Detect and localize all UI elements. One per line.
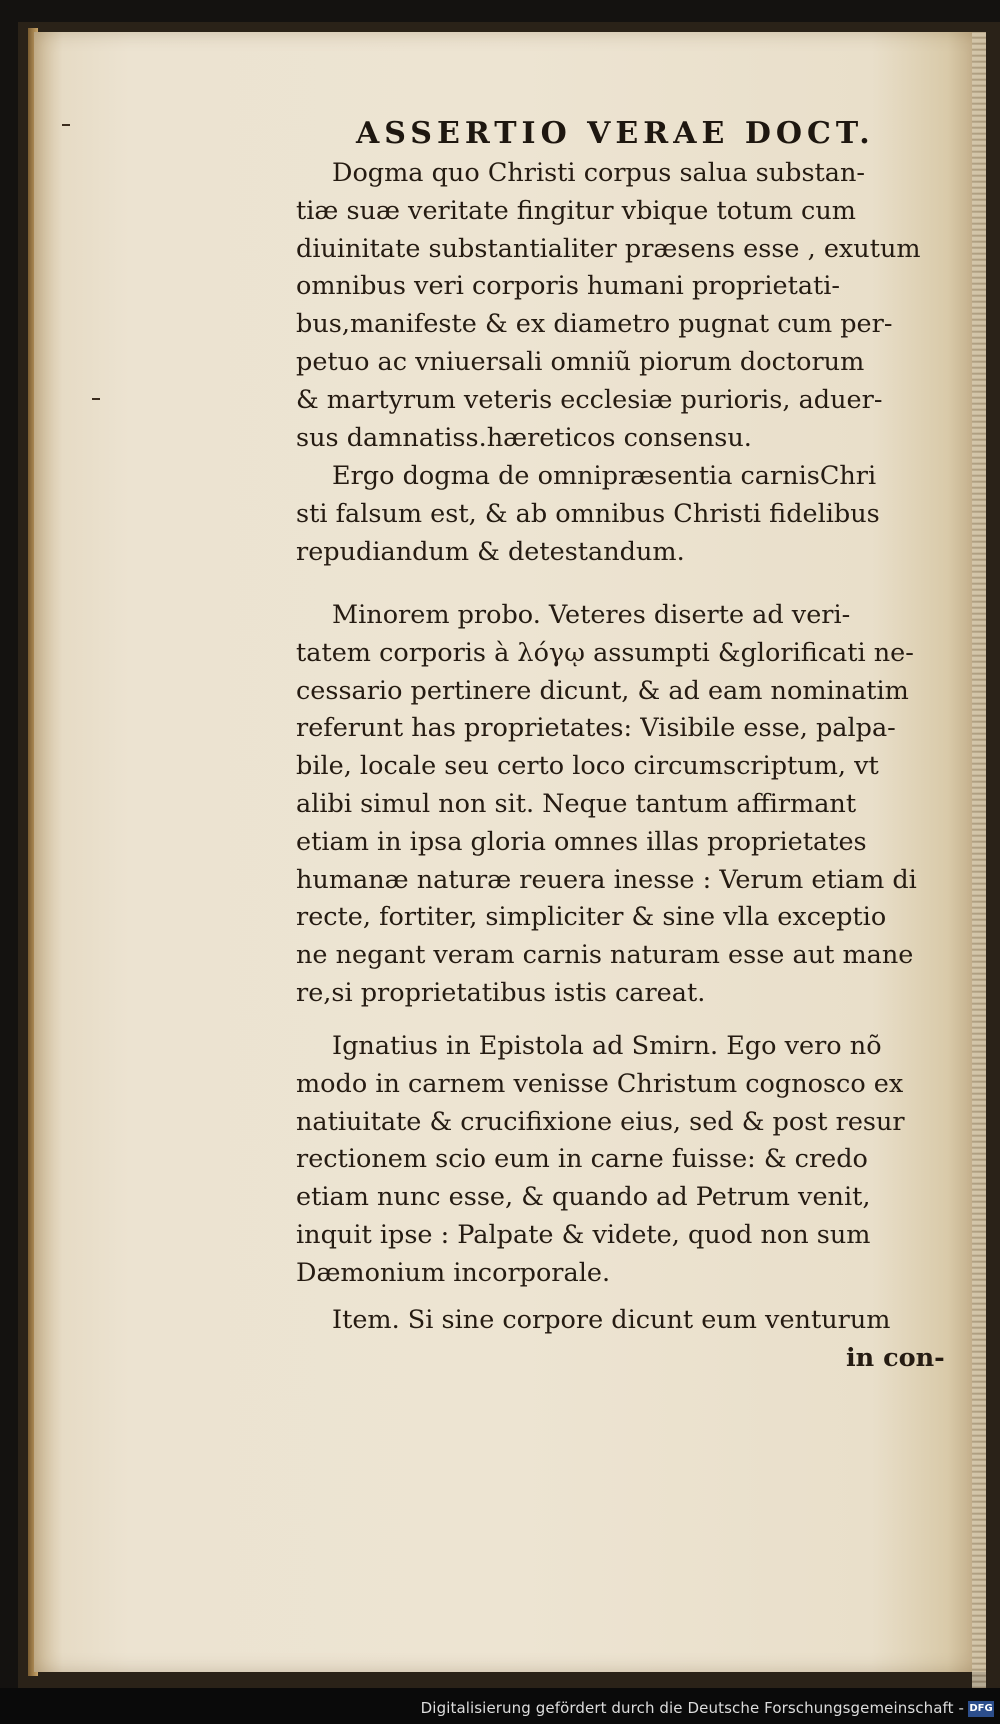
text-line: Item. Si sine corpore dicunt eum venturum [332, 1305, 891, 1335]
margin-mark [92, 398, 100, 400]
text-line: cessario pertinere dicunt, & ad eam nominatim [296, 675, 909, 706]
text-line: bile, locale seu certo loco circumscriptum, vt [296, 751, 879, 782]
paragraph-1 [296, 155, 968, 457]
text-line: sus damnatiss.hæreticos consensu. [296, 422, 752, 453]
text-line: etiam in ipsa gloria omnes illas proprietates [296, 826, 867, 857]
text-line: inquit ipse : Palpate & videte, quod non sum [296, 1219, 871, 1250]
text-line: repudiandum & detestandum. [296, 536, 685, 567]
paragraph-3 [296, 597, 968, 1013]
text-line: natiuitate & crucifixione eius, sed & post resur [296, 1106, 905, 1137]
text-line: tiæ suæ veritate fingitur vbique totum cum [296, 195, 856, 226]
text-line: Ergo dogma de omnipræsentia carnisChri [332, 461, 877, 491]
text-line: referunt has proprietates: Visibile esse, palpa- [296, 713, 896, 744]
text-line: modo in carnem venisse Christum cognosco ex [296, 1068, 904, 1099]
text-line: alibi simul non sit. Neque tantum affirmant [296, 788, 857, 819]
page-fore-edge [972, 32, 986, 1722]
dfg-logo: DFG [968, 1701, 994, 1717]
text-line: Ignatius in Epistola ad Smirn. Ego vero nõ [332, 1031, 882, 1061]
paragraph-2 [296, 458, 968, 571]
text-line: recte, fortiter, simpliciter & sine vlla exceptio [296, 902, 887, 933]
margin-mark [62, 124, 70, 126]
text-line: tatem corporis à λόγῳ assumpti &glorificati ne- [296, 637, 914, 668]
text-line: bus,manifeste & ex diametro pugnat cum per- [296, 309, 893, 340]
text-line: etiam nunc esse, & quando ad Petrum venit, [296, 1182, 871, 1213]
text-line: petuo ac vniuersali omniũ piorum doctorum [296, 346, 865, 377]
paragraph-4 [296, 1028, 968, 1293]
text-line: sti falsum est, & ab omnibus Christi fidelibus [296, 498, 880, 529]
text-line: ne negant veram carnis naturam esse aut mane [296, 940, 914, 971]
text-line: omnibus veri corporis humani proprietati- [296, 271, 841, 302]
text-line: & martyrum veteris ecclesiæ purioris, aduer- [296, 384, 883, 415]
text-line: Minorem probo. Veteres diserte ad veri- [332, 600, 851, 630]
text-line: humanæ naturæ reuera inesse : Verum etiam di [296, 864, 917, 895]
text-line: diuinitate substantialiter præsens esse , exutum [296, 233, 921, 264]
running-head: ASSERTIO VERAE DOCT. [356, 116, 875, 151]
digitization-credit: Digitalisierung gefördert durch die Deutsche Forschungsgemeinschaft - [420, 1699, 964, 1717]
text-line: Dæmonium incorporale. [296, 1257, 611, 1288]
footer-bar [0, 1688, 1000, 1724]
text-line: rectionem scio eum in carne fuisse: & credo [296, 1144, 868, 1175]
text-line: Dogma quo Christi corpus salua substan- [332, 158, 866, 188]
catchword: in con- [846, 1343, 945, 1373]
text-line: re,si proprietatibus istis careat. [296, 977, 706, 1008]
paragraph-5 [296, 1302, 968, 1340]
